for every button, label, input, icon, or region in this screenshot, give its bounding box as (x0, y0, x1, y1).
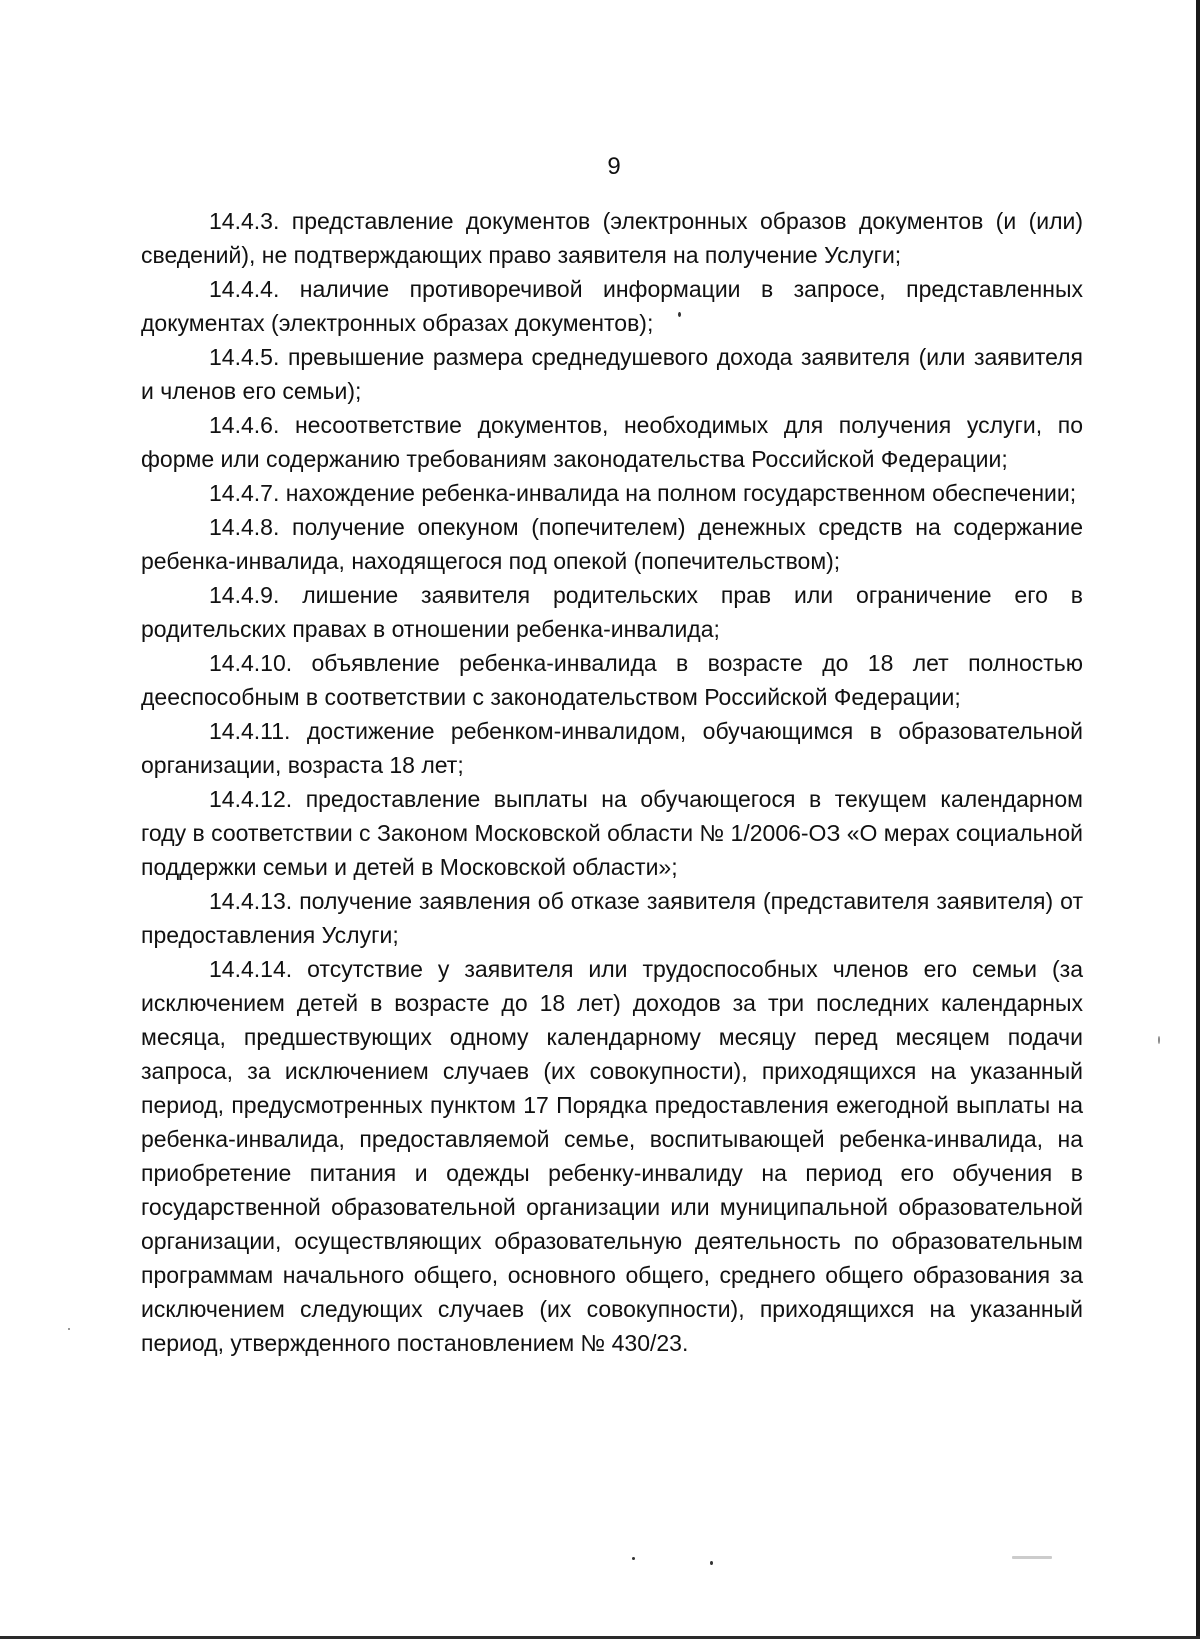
paragraph-number: 14.4.9. (209, 582, 280, 608)
scan-speck (1012, 1556, 1052, 1559)
paragraph-number: 14.4.13. (209, 888, 293, 914)
scan-speck (1158, 1036, 1160, 1044)
paragraph-14-4-9 (141, 578, 1083, 646)
paragraph-text: отсутствие у заявителя или трудоспособных членов его семьи (за исключением детей в возрасте до 18 лет) доходов за три последних календарных месяца, предшествующих одному календарному месяцу перед месяцем подачи запроса, за исключением случаев (их совокупности), приходящихся на указанный период, предусмотренных пунктом 17 Порядка предоставления ежегодной выплаты на ребенка-инвалида, предоставляемой семье, воспитывающей ребенка-инвалида, на приобретение питания и одежды ребенку-инвалиду на период его обучения в государственной образовательной организации или муниципальной образовательной организации, осуществляющих образовательную деятельность по образовательным программам начального общего, основного общего, среднего общего образования за исключением следующих случаев (их совокупности), приходящихся на указанный период, утвержденного постановлением № 430/23. (141, 956, 1083, 1356)
paragraph-number: 14.4.7. (209, 480, 280, 506)
paragraph-text: предоставление выплаты на обучающегося в текущем календарном году в соответствии с Законом Московской области № 1/2006-ОЗ «О мерах социальной поддержки семьи и детей в Московской области»; (141, 786, 1083, 880)
paragraph-14-4-10 (141, 646, 1083, 714)
paragraph-text: получение заявления об отказе заявителя (представителя заявителя) от предоставления Услуги; (141, 888, 1083, 948)
scan-speck (68, 1328, 70, 1330)
paragraph-text: превышение размера среднедушевого дохода заявителя (или заявителя и членов его семьи); (141, 344, 1084, 404)
paragraph-text: нахождение ребенка-инвалида на полном государственном обеспечении; (285, 480, 1077, 506)
paragraph-text: получение опекуном (попечителем) денежных средств на содержание ребенка-инвалида, находящегося под опекой (попечительством); (141, 514, 1083, 574)
paragraph-14-4-7 (141, 476, 1083, 510)
paragraph-14-4-11 (141, 714, 1083, 782)
paragraph-14-4-5 (141, 340, 1083, 408)
paragraph-text: представление документов (электронных образов документов (и (или) сведений), не подтверждающих право заявителя на получение Услуги; (141, 208, 1084, 268)
paragraph-14-4-12 (141, 782, 1083, 884)
paragraph-14-4-13 (141, 884, 1083, 952)
page-number: 9 (607, 153, 621, 180)
paragraph-14-4-4 (141, 272, 1083, 340)
paragraph-text: объявление ребенка-инвалида в возрасте до 18 лет полностью дееспособным в соответствии с законодательством Российской Федерации; (141, 650, 1083, 710)
paragraph-text: наличие противоречивой информации в запросе, представленных документах (электронных образах документов); (141, 276, 1083, 336)
scan-speck (710, 1561, 713, 1565)
paragraph-number: 14.4.5. (209, 344, 280, 370)
paragraph-number: 14.4.10. (209, 650, 293, 676)
scan-speck (678, 312, 681, 317)
paragraph-text: лишение заявителя родительских прав или ограничение его в родительских правах в отношении ребенка-инвалида; (141, 582, 1083, 642)
paragraph-text: несоответствие документов, необходимых для получения услуги, по форме или содержанию требованиям законодательства Российской Федерации; (141, 412, 1083, 472)
scan-speck (632, 1557, 635, 1560)
paragraph-14-4-3 (141, 204, 1083, 272)
paragraph-number: 14.4.12. (209, 786, 293, 812)
paragraph-number: 14.4.3. (209, 208, 280, 234)
paragraph-number: 14.4.11. (209, 718, 291, 744)
document-body (141, 204, 1083, 1360)
paragraph-text: достижение ребенком-инвалидом, обучающимся в образовательной организации, возраста 18 лет; (141, 718, 1083, 778)
paragraph-number: 14.4.4. (209, 276, 280, 302)
paragraph-number: 14.4.6. (209, 412, 280, 438)
paragraph-14-4-14 (141, 952, 1083, 1360)
scan-edge-right (1196, 0, 1200, 1639)
paragraph-number: 14.4.8. (209, 514, 280, 540)
paragraph-number: 14.4.14. (209, 956, 293, 982)
paragraph-14-4-8 (141, 510, 1083, 578)
paragraph-14-4-6 (141, 408, 1083, 476)
